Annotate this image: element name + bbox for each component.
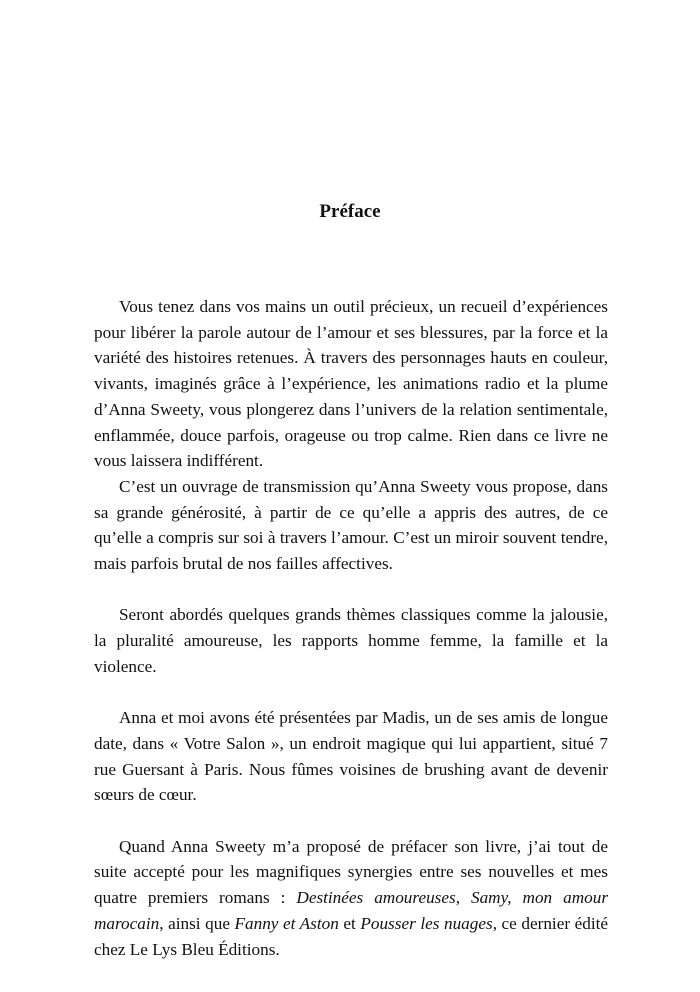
- novel-title-destinees: Destinées amoureuses: [296, 888, 456, 908]
- novels-text-2: ,: [455, 888, 471, 908]
- novel-title-pousser: Pousser les nuages: [360, 913, 493, 933]
- paragraph-transmission: C’est un ouvrage de transmission qu’Anna Sweety vous propose, dans sa grande générosité, à partir de ce qu’elle a appris des autres, de ce qu’elle a compris sur soi à travers l’amour. C’est un miroir souvent tendre, mais parfois brutal de nos failles affectives.: [94, 476, 608, 574]
- preface-body: [94, 294, 608, 962]
- paragraph-meeting: Anna et moi avons été présentées par Madis, un de ses amis de longue date, dans « Votre Salon », un endroit magique qui lui appartient, situé 7 rue Guersant à Paris. Nous fûmes voisines de brushing avant de devenir sœurs de cœur.: [94, 708, 608, 805]
- page-title: Préface: [319, 201, 381, 222]
- novels-text-5: , ce dernier édité chez Le Lys Bleu Éditions.: [94, 913, 609, 959]
- novels-text-3: , ainsi que: [159, 913, 235, 933]
- paragraph-themes: Seront abordés quelques grands thèmes classiques comme la jalousie, la pluralité amoureuse, les rapports homme femme, la famille et la violence.: [94, 605, 608, 676]
- paragraph-intro: Vous tenez dans vos mains un outil précieux, un recueil d’expériences pour libérer la parole autour de l’amour et ses blessures, par la force et la variété des histoires retenues. À travers des personnages hauts en couleur, vivants, imaginés grâce à l’expérience, les animations radio et la plume d’Anna Sweety, vous plongerez dans l’univers de la relation sentimentale, enflammée, douce parfois, orageuse ou trop calme. Rien dans ce livre ne vous laissera indifférent.: [94, 297, 608, 471]
- novel-title-fanny: Fanny et Aston: [234, 913, 339, 933]
- paragraph-novels: [94, 834, 608, 963]
- novels-text-4: et: [338, 913, 361, 933]
- novels-text-1: Quand Anna Sweety m’a proposé de préfacer son livre, j’ai tout de suite accepté pour les magnifiques synergies entre ses nouvelles et mes quatre premiers romans :: [94, 836, 608, 908]
- novel-title-samy: Samy, mon amour marocain: [94, 888, 609, 933]
